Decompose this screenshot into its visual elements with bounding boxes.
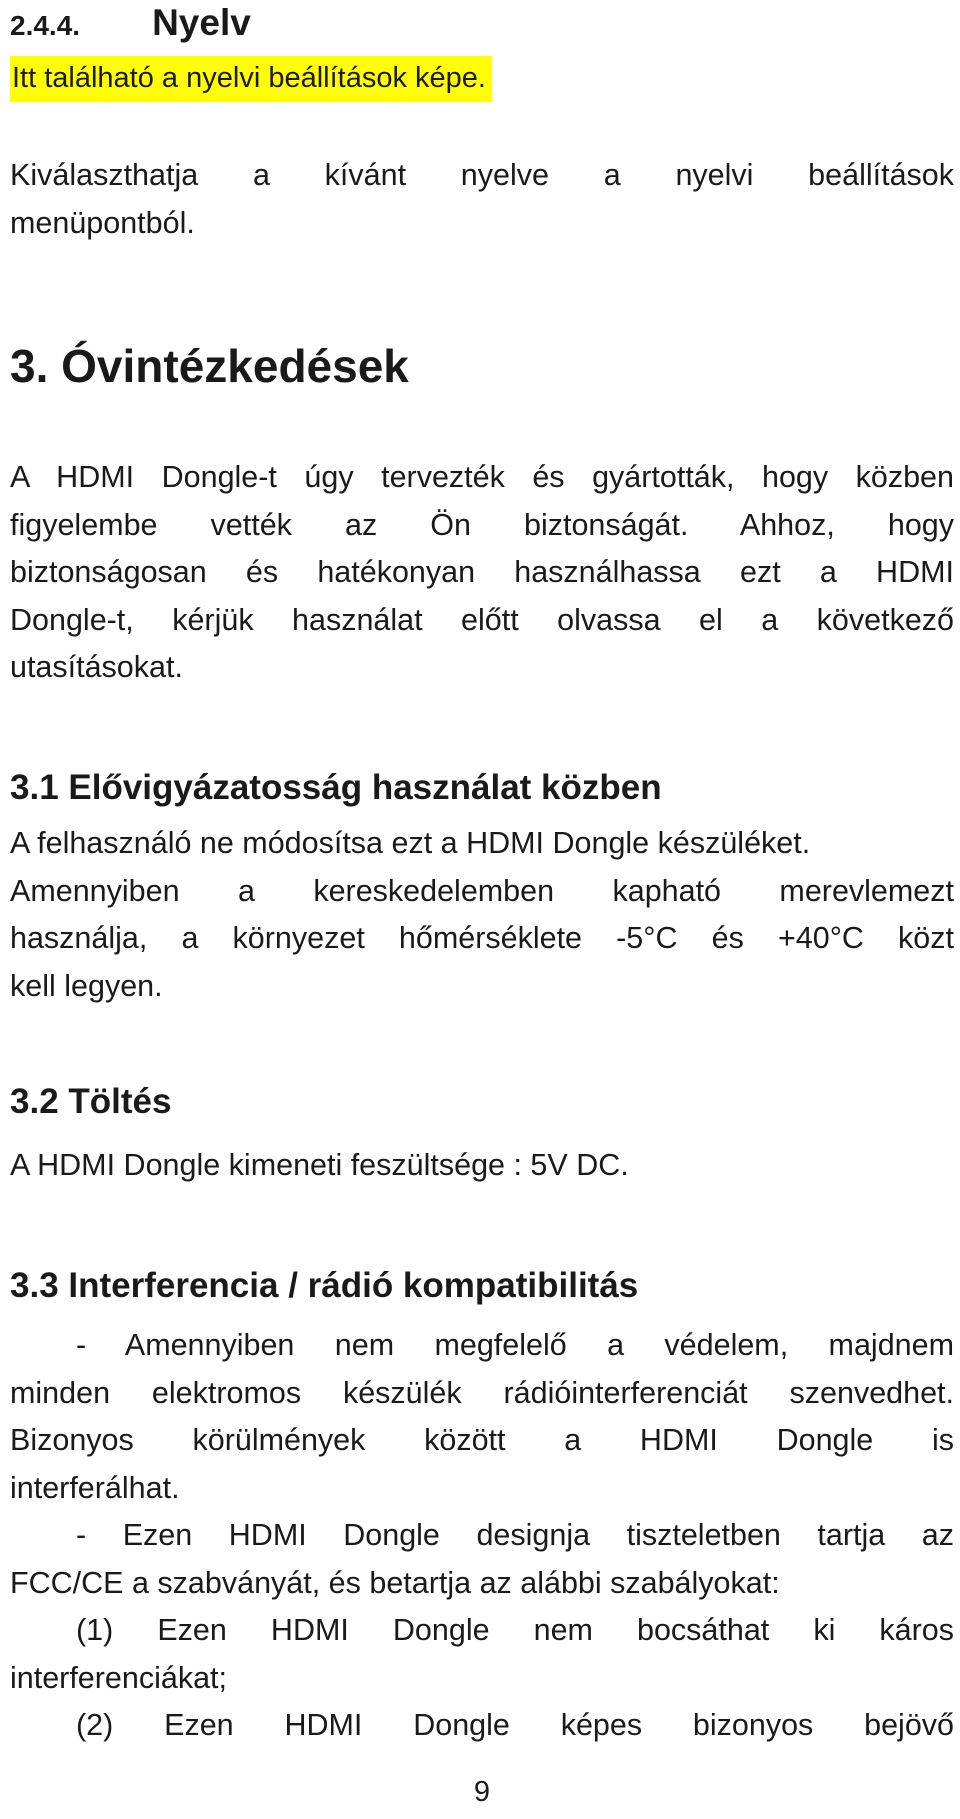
language-paragraph (10, 152, 954, 247)
text-line: Amennyiben a kereskedelemben kapható merevlemezt (10, 873, 954, 908)
section-heading-nyelv (10, 2, 251, 44)
page-number: 9 (473, 1776, 491, 1808)
text-line: - Amennyiben nem megfelelő a védelem, majdnem (76, 1328, 954, 1362)
text-line: A HDMI Dongle kimeneti feszültsége : 5V DC. (10, 1148, 629, 1182)
precautions-paragraph (10, 454, 954, 692)
text-line: (2) Ezen HDMI Dongle képes bizonyos bejövő (76, 1708, 954, 1742)
section-title: Nyelv (152, 2, 251, 43)
text-line: Kiválaszthatja a kívánt nyelve a nyelvi beállítások (10, 158, 954, 192)
document-page (10, 0, 954, 1819)
text-line: utasításokat. (10, 650, 183, 684)
text-line: interferálhat. (10, 1470, 180, 1505)
charging-paragraph (10, 1142, 954, 1190)
text-line: menüpontból. (10, 205, 195, 240)
section-number: 2.4.4. (10, 10, 81, 41)
text-line: figyelembe vették az Ön biztonságát. Ahhoz, hogy (10, 507, 954, 542)
section-heading-usage-precautions: 3.1 Elővigyázatosság használat közben (10, 768, 662, 807)
text-line: Bizonyos körülmények között a HDMI Dongle is (10, 1423, 954, 1457)
section-heading-interference: 3.3 Interferencia / rádió kompatibilitás (10, 1266, 639, 1305)
text-line: interferenciákat; (10, 1660, 227, 1695)
text-line: biztonságosan és hatékonyan használhassa ezt a HDMI (10, 555, 954, 589)
usage-precautions-paragraph (10, 820, 954, 1010)
text-line: kell legyen. (10, 968, 163, 1003)
text-line: minden elektromos készülék rádióinterferenciát szenvedhet. (10, 1375, 954, 1410)
text-line: A HDMI Dongle-t úgy tervezték és gyártották, hogy közben (10, 460, 954, 494)
text-line: - Ezen HDMI Dongle designja tiszteletben tartja az (76, 1518, 954, 1552)
text-line: használja, a környezet hőmérséklete -5°C és +40°C közt (10, 921, 954, 955)
image-placeholder-note: Itt található a nyelvi beállítások képe. (10, 56, 492, 102)
interference-paragraph (10, 1322, 954, 1750)
text-line: FCC/CE a szabványát, és betartja az alábbi szabályokat: (10, 1565, 780, 1600)
text-line: Dongle-t, kérjük használat előtt olvassa el a következő (10, 602, 954, 637)
text-line: (1) Ezen HDMI Dongle nem bocsáthat ki káros (76, 1613, 954, 1647)
section-heading-precautions: 3. Óvintézkedések (10, 340, 409, 392)
section-heading-charging: 3.2 Töltés (10, 1082, 172, 1121)
text-line: A felhasználó ne módosítsa ezt a HDMI Dongle készüléket. (10, 826, 811, 860)
